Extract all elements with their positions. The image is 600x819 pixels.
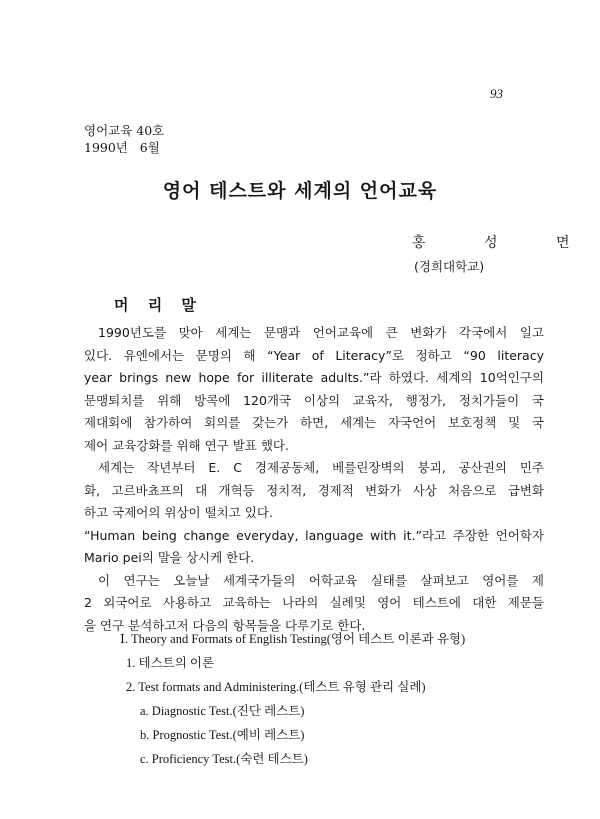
outline-list bbox=[84, 627, 544, 771]
body-text bbox=[84, 322, 544, 637]
page-number: 93 bbox=[490, 86, 503, 101]
journal-issue: 영어교육 40호 bbox=[84, 123, 165, 138]
outline-item-c: c. Proficiency Test.(숙련 테스트) bbox=[140, 752, 308, 766]
section-heading: 머 리 말 bbox=[114, 296, 203, 314]
outline-item-1-2: 2. Test formats and Administering.(테스트 유형 관리 실례) bbox=[126, 680, 426, 694]
text-line: 있다. 유엔에서는 문명의 해 “Year of Literacy”로 정하고 “90 literacy bbox=[84, 347, 544, 363]
author-affiliation: (경희대학교) bbox=[414, 259, 485, 274]
text-line: 화, 고르바쵸프의 대 개혁등 정치적, 경제적 변화가 사상 처음으로 급변화 bbox=[84, 482, 544, 498]
text-line: 세계는 작년부터 E. C 경제공동체, 베를린장벽의 붕괴, 공산권의 민주 bbox=[98, 460, 544, 475]
text-line: year brings new hope for illiterate adults.”라 하였다. 세계의 10억인구의 bbox=[84, 370, 544, 385]
text-line: 제어 교육강화를 위해 연구 발표 했다. bbox=[84, 437, 289, 453]
author-name: 홍 성 면 bbox=[412, 235, 597, 251]
outline-item-1: Ⅰ. Theory and Formats of English Testing(영어 테스트 이론과 유형) bbox=[120, 632, 466, 646]
outline-item-b: b. Prognostic Test.(예비 레스트) bbox=[140, 728, 305, 742]
paper-title: 영어 테스트와 세계의 언어교육 bbox=[162, 180, 438, 202]
text-line: 이 연구는 오늘날 세계국가들의 어학교육 실태를 살펴보고 영어를 제 bbox=[98, 572, 544, 588]
text-line: “Human being change everyday, language with it.”라고 주장한 언어학자 bbox=[84, 527, 544, 543]
text-line: 2 외국어로 사용하고 교육하는 나라의 실례및 영어 테스트에 대한 제문들 bbox=[84, 595, 544, 610]
text-line: 문맹퇴치를 위해 방콕에 120개국 이상의 교육자, 행정가, 정치가들이 국 bbox=[84, 392, 544, 408]
text-line: 하고 국제어의 위상이 떨치고 있다. bbox=[84, 505, 273, 520]
text-line: 1990년도를 맞아 세계는 문맹과 언어교육에 큰 변화가 각국에서 일고 bbox=[98, 325, 544, 340]
journal-info bbox=[84, 122, 164, 156]
outline-item-1-1: 1. 테스트의 이론 bbox=[126, 656, 215, 670]
journal-date: 1990년 6월 bbox=[84, 140, 160, 155]
text-line: 제대회에 참가하여 회의를 갖는가 하면, 세계는 자국언어 보호정책 및 국 bbox=[84, 415, 544, 430]
text-line: 을 연구 분석하고저 다음의 항목들을 다루기로 한다. bbox=[84, 617, 366, 633]
outline-item-a: a. Diagnostic Test.(진단 레스트) bbox=[140, 704, 305, 718]
text-line: Mario pei의 말을 상시케 한다. bbox=[84, 550, 255, 565]
